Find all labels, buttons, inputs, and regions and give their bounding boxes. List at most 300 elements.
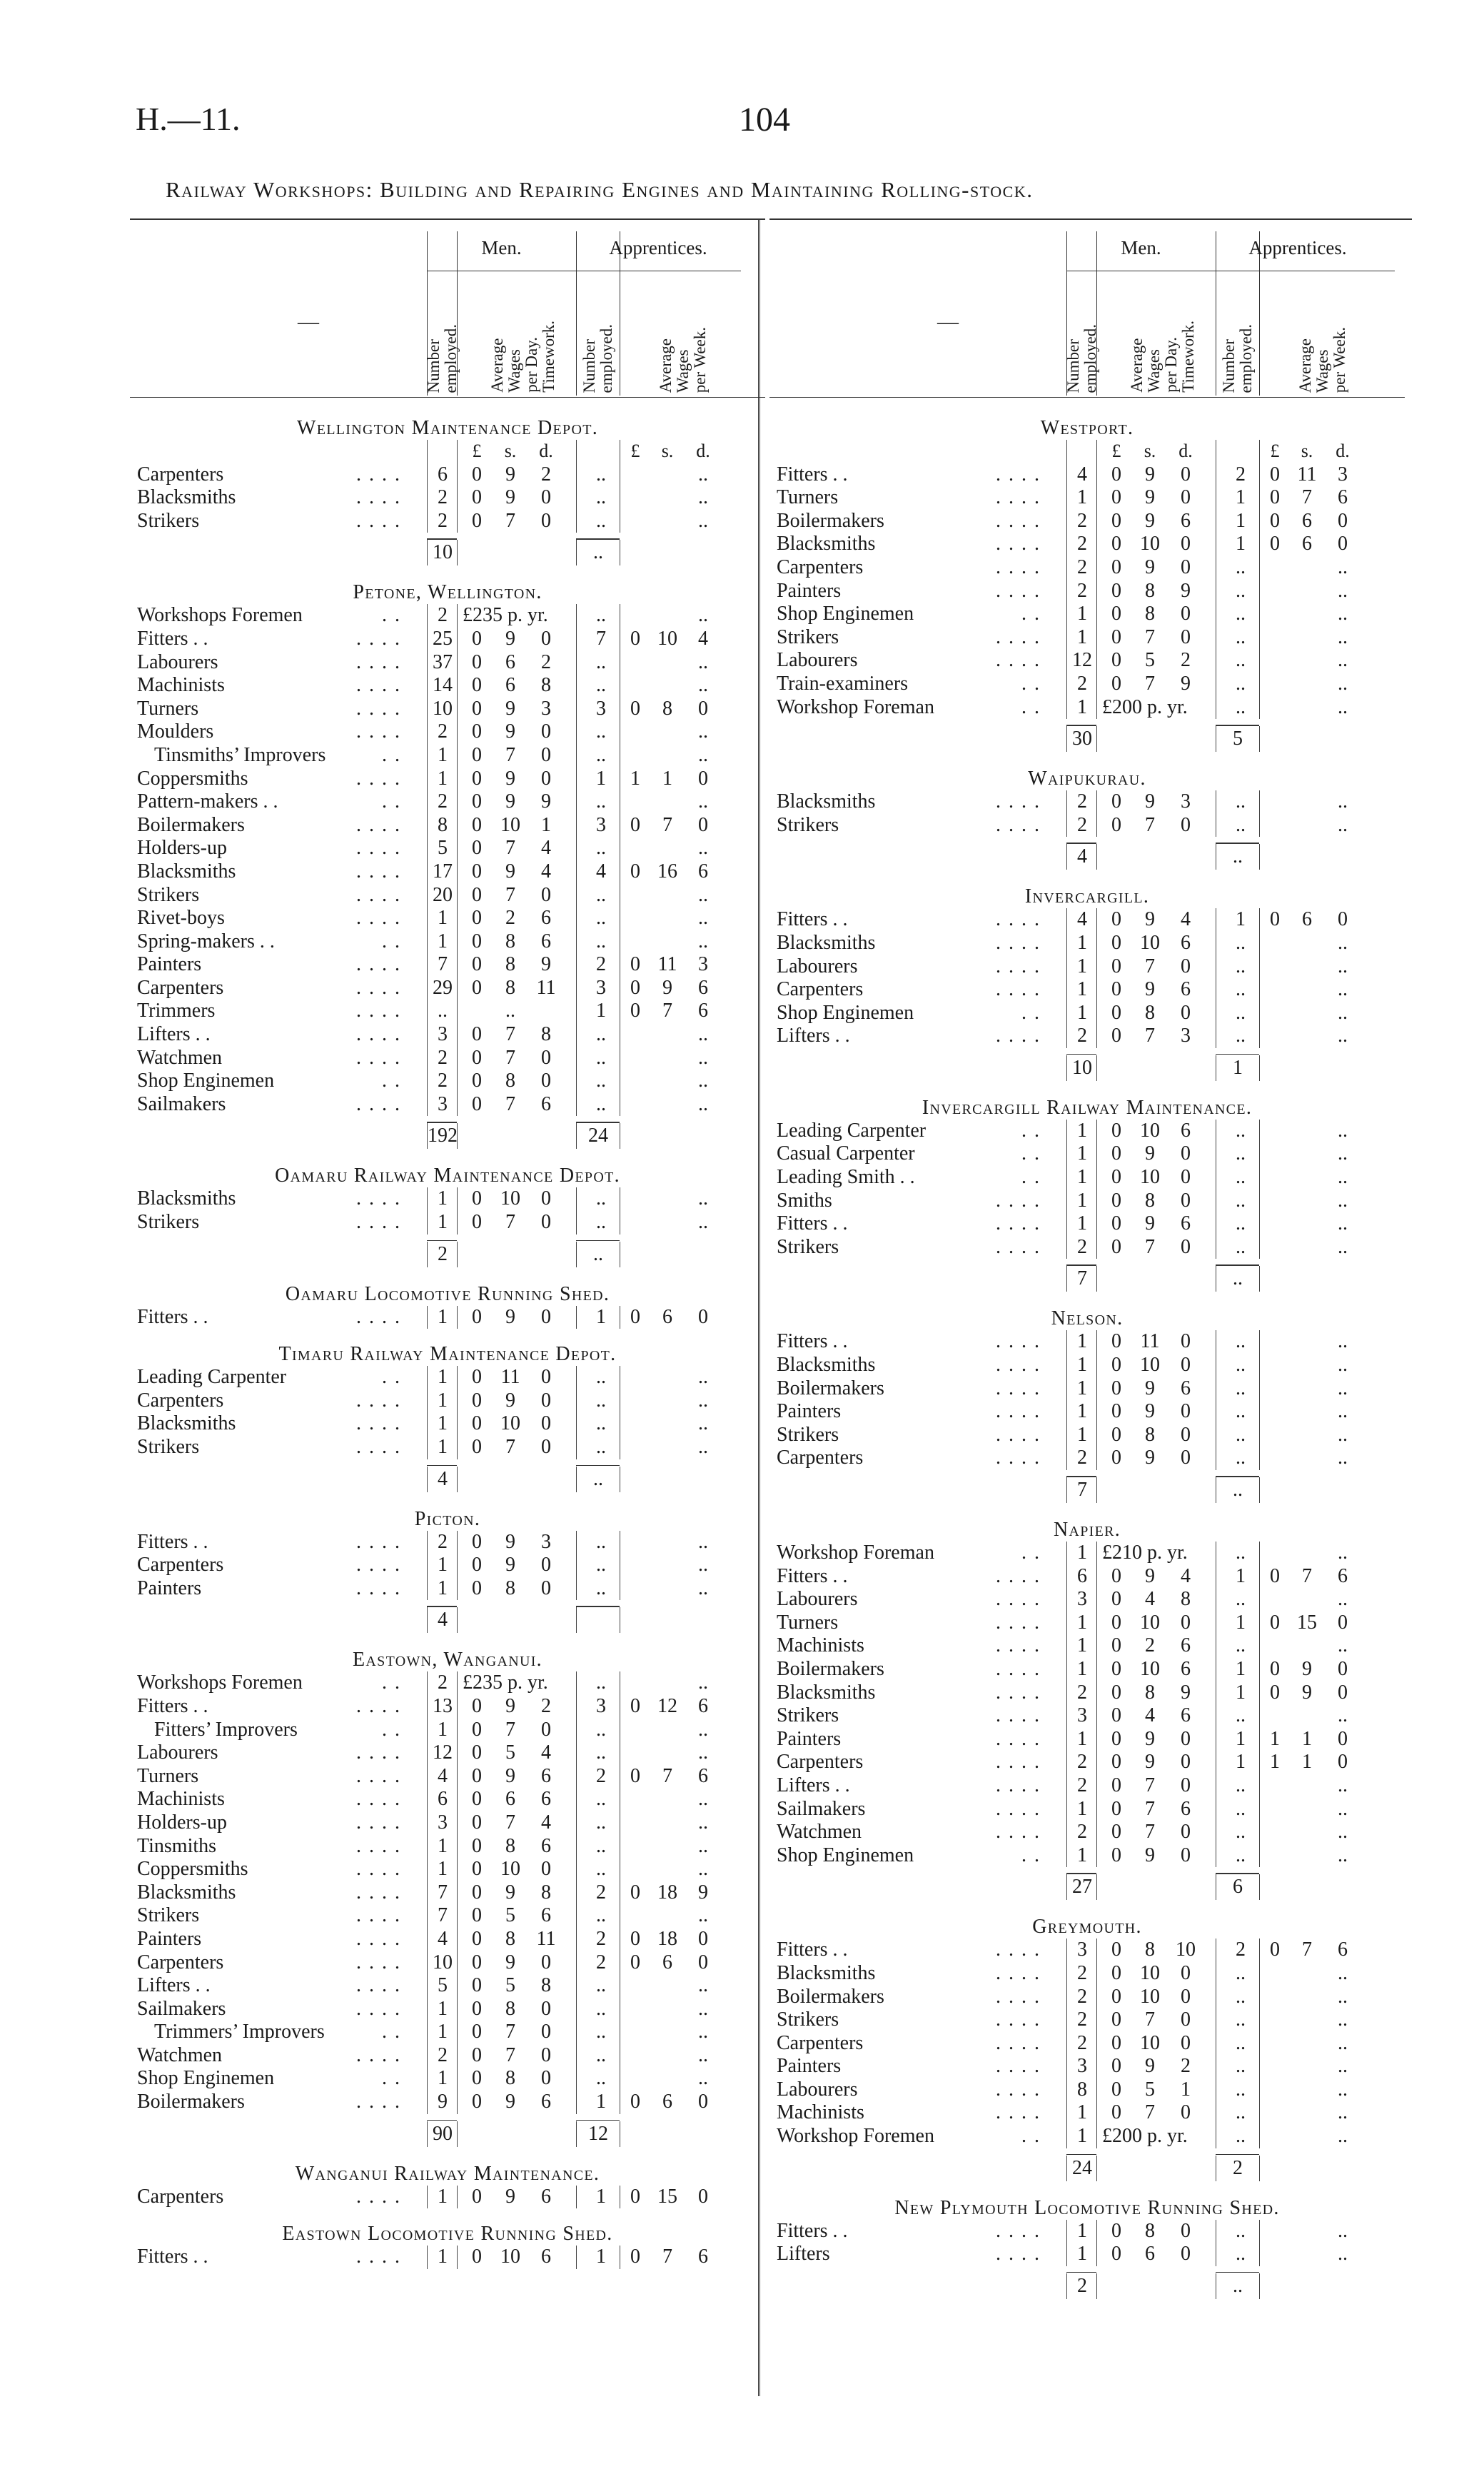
column-rule [457, 977, 458, 1000]
apprentice-wage-pence: .. [1338, 1844, 1348, 1866]
men-wage-pounds: 0 [1111, 1657, 1121, 1680]
right-table [769, 218, 1405, 2396]
column-rule [427, 907, 428, 930]
apprentice-wage-pence: .. [698, 1577, 708, 1599]
apprentice-wage-pence: .. [1338, 1001, 1348, 1024]
men-number: 2 [1077, 509, 1087, 532]
men-number: 3 [1077, 2055, 1087, 2078]
total-apprentices: .. [593, 1467, 603, 1490]
table-row [769, 1986, 1405, 2009]
column-rule [576, 1835, 577, 1859]
men-number: 4 [1077, 908, 1087, 931]
column-rule [457, 1366, 458, 1389]
leader-dots: . . . . [996, 1657, 1041, 1680]
apprentice-wage-pence: .. [698, 1718, 708, 1741]
table-row [130, 1998, 765, 2021]
apprentice-wage-shillings: 11 [1297, 463, 1317, 486]
column-rule [1259, 463, 1260, 487]
men-number: 1 [1077, 1400, 1087, 1423]
trade-name: Casual Carpenter [777, 1142, 915, 1165]
men-number: 1 [438, 2021, 448, 2043]
men-number: 2 [438, 1671, 448, 1694]
column-rule [1259, 1681, 1260, 1705]
trade-name: Machinists [137, 674, 225, 697]
total-men: 4 [438, 1609, 448, 1631]
men-wage-pence: 0 [541, 1436, 551, 1458]
men-wage-shillings: 9 [505, 1951, 515, 1973]
total-apprentices: 12 [588, 2122, 608, 2145]
men-wage-pounds: 0 [472, 1927, 482, 1950]
column-rule [1259, 1798, 1260, 1821]
column-rule [1259, 1542, 1260, 1565]
apprentice-number: 1 [1236, 1727, 1246, 1750]
leader-dots: . . . . [996, 1985, 1041, 2008]
column-rule [427, 953, 428, 977]
table-row [130, 720, 765, 744]
column-rule [457, 1788, 458, 1811]
column-rule [1259, 1658, 1260, 1681]
apprentice-wage-pence: .. [1338, 2078, 1348, 2101]
leader-dots: . . . . [996, 1939, 1041, 1961]
trade-name: Sailmakers [137, 1997, 226, 2020]
men-wage-shillings: 8 [505, 1577, 515, 1599]
table-row [769, 790, 1405, 814]
apprentice-wage-pence: .. [1338, 1189, 1348, 1212]
apprentice-number: 1 [596, 2185, 606, 2208]
men-wage-shillings: 8 [1145, 1423, 1155, 1446]
total-rule [1216, 2272, 1259, 2273]
men-wage-pounds: 0 [472, 743, 482, 766]
column-rule [1066, 1212, 1067, 1236]
column-rule [427, 1070, 428, 1093]
men-wage-shillings: 9 [1145, 978, 1155, 1001]
trade-name: Spring-makers . . [137, 930, 275, 952]
men-wage-pounds: 0 [472, 1718, 482, 1741]
apprentice-wage-shillings: 6 [1302, 509, 1312, 532]
table-row [130, 1788, 765, 1811]
men-yearly-salary: £200 p. yr. [1102, 695, 1188, 718]
apprentice-wage-pence: 0 [1338, 1751, 1348, 1774]
column-rule [576, 1093, 577, 1117]
men-number: 1 [1077, 1634, 1087, 1657]
section-total-row [769, 837, 1405, 871]
leader-dots: . . . . [356, 2246, 401, 2268]
table-row [769, 1798, 1405, 1821]
table-row [130, 907, 765, 930]
apprentice-number: .. [1236, 1985, 1246, 2008]
men-wage-pence: 8 [541, 1023, 551, 1046]
trade-name: Workshop Foreman [777, 695, 934, 718]
apprentice-wage-shillings: 7 [662, 813, 672, 836]
table-row [130, 1835, 765, 1859]
men-wage-shillings: 9 [505, 1554, 515, 1577]
men-wage-shillings: 2 [1145, 1634, 1155, 1657]
apprentice-number: .. [1236, 555, 1246, 578]
men-wage-pence: 0 [1181, 1727, 1191, 1750]
men-wage-pence: 0 [541, 486, 551, 509]
men-wage-pounds: 0 [472, 1187, 482, 1210]
leader-dots: . . . . [356, 1904, 401, 1927]
leader-dots: . . [1021, 603, 1041, 625]
apprentice-number: .. [1236, 2243, 1246, 2266]
column-rule [576, 977, 577, 1000]
column-rule [1096, 1658, 1097, 1681]
men-wage-pounds: 0 [472, 2091, 482, 2113]
table-row [130, 1070, 765, 1093]
apprentice-wage-pence: .. [1338, 1961, 1348, 1984]
men-wage-pence: 1 [1181, 2078, 1191, 2101]
column-rule [457, 1000, 458, 1023]
section-total-row [130, 1459, 765, 1494]
column-rule [1259, 1002, 1260, 1025]
table-row [769, 2078, 1405, 2102]
column-rule [576, 1811, 577, 1835]
apprentices-group-header: Apprentices. [609, 237, 707, 258]
men-number: 1 [1077, 2101, 1087, 2124]
trade-name: Carpenters [137, 1554, 224, 1577]
men-wage-pounds: 0 [472, 1092, 482, 1115]
column-rule [1066, 1611, 1067, 1635]
apprentice-number: .. [1236, 672, 1246, 695]
men-wage-shillings: 9 [1145, 1564, 1155, 1587]
men-number: 2 [1077, 533, 1087, 555]
men-wage-pence: 3 [541, 1530, 551, 1553]
men-wage-pounds: 0 [1111, 955, 1121, 977]
men-wage-pence: 0 [541, 1389, 551, 1412]
men-wage-pence: 9 [1181, 672, 1191, 695]
apprentice-number: .. [596, 1023, 606, 1046]
men-wage-pounds: 0 [1111, 486, 1121, 509]
men-wage-pence: 0 [541, 1554, 551, 1577]
apprentice-number: 3 [596, 697, 606, 720]
column-rule [1096, 1542, 1097, 1565]
apprentice-wage-shillings: 1 [1302, 1751, 1312, 1774]
column-rule [1096, 1142, 1097, 1166]
column-rule [1066, 2078, 1067, 2102]
column-rule [1096, 580, 1097, 603]
men-wage-shillings: 8 [1145, 1189, 1155, 1212]
leader-dots: . . . . [996, 1235, 1041, 1258]
men-wage-shillings: 9 [505, 1694, 515, 1717]
men-wage-pounds: 0 [472, 720, 482, 743]
apprentice-wage-pounds: 0 [1270, 1611, 1280, 1634]
column-rule [1066, 1542, 1067, 1565]
men-wage-shillings: 9 [1145, 2055, 1155, 2078]
column-rule [457, 1928, 458, 1951]
apprentice-wage-pence: 0 [698, 1927, 708, 1950]
trade-name: Carpenters [777, 978, 864, 1001]
men-wage-pence: 0 [1181, 2101, 1191, 2124]
men-number: 6 [1077, 1564, 1087, 1587]
column-rule [576, 1671, 577, 1695]
column-rule [576, 628, 577, 651]
men-number: 1 [438, 743, 448, 766]
apprentice-wage-pence: .. [1338, 2055, 1348, 2078]
apprentice-wage-pence: .. [1338, 1235, 1348, 1258]
table-row [130, 1412, 765, 1436]
apprentice-wage-shillings: 6 [662, 2091, 672, 2113]
column-rule [1066, 556, 1067, 580]
column-rule [1259, 510, 1260, 533]
men-number: 1 [1077, 695, 1087, 718]
trade-name: Strikers [777, 1704, 839, 1727]
sections [769, 403, 1405, 2301]
men-wage-pounds: 0 [472, 1951, 482, 1973]
leader-dots: . . . . [356, 767, 401, 790]
men-wage-pounds: 0 [472, 697, 482, 720]
men-wage-pounds: 0 [1111, 1119, 1121, 1142]
men-wage-pence: 0 [541, 2067, 551, 2090]
men-wage-shillings: 9 [1145, 1447, 1155, 1469]
trade-name: Blacksmiths [777, 1354, 876, 1377]
men-wage-shillings: 9 [1145, 908, 1155, 931]
column-rule [427, 1671, 428, 1695]
total-men: 24 [1072, 2156, 1092, 2179]
trade-name: Turners [777, 1611, 839, 1634]
men-group-header: Men. [1121, 237, 1161, 258]
column-rule [1066, 1588, 1067, 1611]
column-rule [1096, 1986, 1097, 2009]
men-wage-pence: 0 [1181, 625, 1191, 648]
total-rule [576, 538, 620, 540]
total-rule [1216, 843, 1259, 844]
trade-name: Workshop Foreman [777, 1542, 934, 1564]
leader-dots: . . [1021, 1542, 1041, 1564]
table-row [769, 2032, 1405, 2056]
apprentice-number: .. [1236, 1189, 1246, 1212]
section-total-row [769, 1048, 1405, 1082]
table-row [769, 603, 1405, 626]
men-wage-pounds: 0 [472, 1974, 482, 1997]
apprentice-number: .. [1236, 1797, 1246, 1820]
apprentice-number: .. [1236, 1001, 1246, 1024]
trade-name: Shop Enginemen [777, 1001, 914, 1024]
column-rule [576, 2044, 577, 2068]
men-wage-shillings: 8 [1145, 2219, 1155, 2242]
page-title: Railway Workshops: Building and Repairing Engines and Maintaining Rolling-stock. [166, 177, 1034, 202]
apprentice-wage-shillings: 15 [657, 2185, 677, 2208]
column-rule [1066, 1774, 1067, 1798]
total-men: 90 [433, 2122, 453, 2145]
trade-name: Fitters . . [137, 1694, 208, 1717]
total-rule [576, 2120, 620, 2121]
table-row [130, 674, 765, 698]
column-rule [1096, 440, 1097, 463]
apprentice-number: .. [1236, 1119, 1246, 1142]
column-rule [457, 628, 458, 651]
total-men: 4 [1077, 845, 1087, 868]
men-wage-pounds: 0 [1111, 1611, 1121, 1634]
table-row [130, 1389, 765, 1413]
app-number-header: Number employed. [1220, 323, 1255, 393]
section [130, 1494, 765, 1635]
trade-name: Rivet-boys [137, 907, 225, 930]
apprentice-number: .. [1236, 1821, 1246, 1844]
table-row [769, 1565, 1405, 1589]
column-rule [457, 1070, 458, 1093]
apprentice-number: .. [596, 1366, 606, 1389]
apprentice-wage-pence: 6 [698, 1694, 708, 1717]
column-rule [1066, 1939, 1067, 1962]
men-wage-shillings: 9 [505, 1389, 515, 1412]
leader-dots: . . . . [356, 883, 401, 906]
apprentice-wage-shillings: 9 [662, 976, 672, 999]
men-number: 14 [433, 674, 453, 697]
trade-name: Holders-up [137, 837, 227, 860]
men-wage-shillings: 10 [500, 813, 520, 836]
total-rule [576, 1465, 620, 1467]
men-number: 1 [1077, 603, 1087, 625]
trade-name: Boilermakers [777, 1657, 884, 1680]
column-rule [1096, 1844, 1097, 1868]
apprentice-wage-pence: .. [1338, 813, 1348, 836]
column-rule [1096, 1330, 1097, 1354]
men-wage-pence: 9 [1181, 1681, 1191, 1704]
column-rule [427, 1436, 428, 1459]
men-wage-shillings: 8 [505, 1927, 515, 1950]
apprentice-wage-pence: .. [1338, 1119, 1348, 1142]
total-men: 4 [438, 1467, 448, 1490]
column-rule [1066, 1821, 1067, 1844]
men-number: 2 [1077, 1751, 1087, 1774]
column-rule [1259, 1400, 1260, 1424]
column-rule [457, 1858, 458, 1881]
men-wage-shillings: 11 [500, 1366, 520, 1389]
column-rule [1066, 1681, 1067, 1705]
leader-dots: . . [382, 2067, 401, 2090]
apprentice-wage-pounds: 0 [630, 953, 640, 976]
leader-dots: . . . . [996, 908, 1041, 931]
column-rule [427, 1974, 428, 1998]
leader-dots: . . . . [996, 1704, 1041, 1727]
table-row [130, 744, 765, 768]
apprentice-wage-pence: .. [698, 1412, 708, 1435]
leader-dots: . . . . [356, 813, 401, 836]
men-number: 7 [438, 953, 448, 976]
column-rule [457, 1719, 458, 1742]
header-dash: — [937, 310, 959, 333]
column-rule [1259, 440, 1260, 463]
apprentice-number: .. [596, 463, 606, 486]
apprentice-wage-pence: .. [1338, 695, 1348, 718]
apprentice-number: .. [596, 1046, 606, 1069]
leader-dots: . . . . [356, 1834, 401, 1857]
men-wages-header: Average Wages per Day. Timework. [488, 321, 557, 393]
trade-name: Shop Enginemen [777, 1844, 914, 1866]
men-number: 2 [1077, 1821, 1087, 1844]
trade-name: Blacksmiths [777, 533, 876, 555]
column-rule [1259, 814, 1260, 838]
column-rule [427, 1412, 428, 1436]
apprentice-wage-pence: .. [1338, 649, 1348, 672]
leader-dots: . . . . [356, 953, 401, 976]
men-wage-pence: 0 [1181, 1400, 1191, 1423]
men-wage-pounds: 0 [472, 1023, 482, 1046]
column-rule [457, 1023, 458, 1047]
column-rule [576, 2021, 577, 2044]
section-title: Westport. [1040, 417, 1134, 439]
leader-dots: . . . . [356, 2043, 401, 2066]
apprentice-wage-shillings: 18 [657, 1881, 677, 1904]
column-rule [457, 1881, 458, 1905]
men-number: 2 [1077, 1985, 1087, 2008]
men-number: 2 [438, 1530, 448, 1553]
column-rule [1066, 580, 1067, 603]
apprentice-wage-pence: .. [1338, 1166, 1348, 1189]
section-total-row [769, 1867, 1405, 1901]
trade-name: Strikers [777, 625, 839, 648]
column-rule [427, 720, 428, 744]
table-row [769, 1728, 1405, 1751]
table-row [769, 1377, 1405, 1401]
men-wage-shillings: 7 [505, 1023, 515, 1046]
column-rule [457, 884, 458, 907]
column-rule [427, 1366, 428, 1389]
section-title: Eastown Locomotive Running Shed. [282, 2223, 613, 2246]
apprentice-wage-shillings: 6 [662, 1951, 672, 1973]
column-rule [457, 1835, 458, 1859]
section-title: Greymouth. [1032, 1916, 1142, 1939]
total-rule [1066, 1476, 1096, 1477]
men-wage-pounds: 0 [472, 486, 482, 509]
leader-dots: . . . . [996, 555, 1041, 578]
table-row [769, 463, 1405, 487]
apprentice-number: 1 [1236, 1657, 1246, 1680]
column-rule [457, 930, 458, 954]
men-wage-pounds: 0 [1111, 1821, 1121, 1844]
apprentice-wage-pence: .. [698, 1436, 708, 1458]
column-rule [427, 698, 428, 721]
leader-dots: . . . . [356, 1389, 401, 1412]
section-title: Oamaru Locomotive Running Shed. [285, 1282, 610, 1305]
column-rule [1259, 1166, 1260, 1190]
table-row [769, 1354, 1405, 1377]
unit-pound: £ [1111, 441, 1121, 461]
men-number-header: Number employed. [1064, 323, 1099, 393]
apprentice-number: .. [596, 1718, 606, 1741]
leader-dots: . . [382, 1671, 401, 1694]
apprentice-wage-pence: .. [698, 1070, 708, 1092]
column-rule [1066, 486, 1067, 510]
men-wage-pounds: 0 [1111, 1985, 1121, 2008]
column-header [769, 224, 1405, 396]
column-rule [1096, 908, 1097, 932]
leader-dots: . . . . [356, 2091, 401, 2113]
unit-pence: d. [1336, 441, 1350, 461]
table-row [130, 1741, 765, 1765]
men-number: 1 [1077, 1354, 1087, 1377]
column-rule [1066, 932, 1067, 955]
column-rule [457, 1554, 458, 1577]
men-wage-shillings: 4 [1145, 1704, 1155, 1727]
men-number: 1 [1077, 2243, 1087, 2266]
table-row [130, 930, 765, 954]
men-wage-pounds: 0 [1111, 1704, 1121, 1727]
men-wage-pence: 0 [1181, 1001, 1191, 1024]
total-rule [1066, 2272, 1096, 2273]
men-number: 1 [438, 1997, 448, 2020]
men-wage-pence: 2 [1181, 2055, 1191, 2078]
leader-dots: . . [1021, 672, 1041, 695]
trade-name: Carpenters [777, 2031, 864, 2054]
column-rule [1096, 1002, 1097, 1025]
leader-dots: . . . . [356, 837, 401, 860]
leader-dots: . . [1021, 695, 1041, 718]
men-wage-pounds: 0 [472, 1305, 482, 1328]
leader-dots: . . [1021, 1142, 1041, 1165]
apprentice-wage-pounds: 0 [1270, 486, 1280, 509]
men-number: 2 [438, 509, 448, 532]
